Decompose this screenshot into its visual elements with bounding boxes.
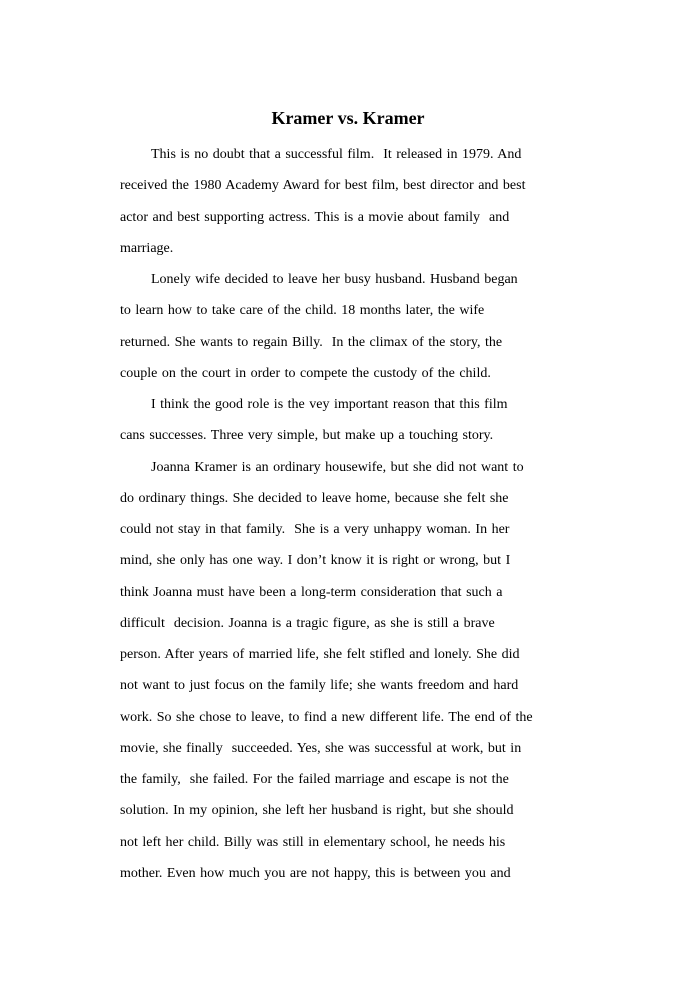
text-line: work. So she chose to leave, to find a new different life. The end of the (120, 709, 533, 725)
text-line: actor and best supporting actress. This is a movie about family and (120, 209, 510, 225)
text-line: difficult decision. Joanna is a tragic figure, as she is still a brave (120, 615, 495, 631)
text-line: I think the good role is the vey important reason that this film (151, 397, 508, 412)
text-line: mind, she only has one way. I don’t know it is right or wrong, but I (120, 553, 511, 569)
text-line: couple on the court in order to compete the custody of the child. (120, 365, 491, 381)
text-line: Lonely wife decided to leave her busy husband. Husband began (151, 272, 518, 287)
text-line: to learn how to take care of the child. 18 months later, the wife (120, 303, 485, 319)
text-line: not left her child. Billy was still in elementary school, he needs his (120, 834, 506, 850)
text-line: received the 1980 Academy Award for best film, best director and best (120, 178, 526, 194)
text-line: could not stay in that family. She is a very unhappy woman. In her (120, 522, 510, 537)
text-line: not want to just focus on the family life; she wants freedom and hard (120, 678, 519, 694)
text-line: the family, she failed. For the failed marriage and escape is not the (120, 772, 509, 787)
text-line: movie, she finally succeeded. Yes, she was successful at work, but in (120, 740, 522, 756)
text-line: think Joanna must have been a long-term consideration that such a (120, 584, 503, 600)
text-line: marriage. (120, 240, 174, 256)
text-line: mother. Even how much you are not happy, this is between you and (120, 865, 511, 881)
text-line: person. After years of married life, she felt stifled and lonely. She did (120, 647, 520, 662)
text-line: solution. In my opinion, she left her husband is right, but she should (120, 803, 514, 819)
text-line: Joanna Kramer is an ordinary housewife, but she did not want to (151, 459, 524, 475)
text-line: This is no doubt that a successful film. It released in 1979. And (151, 147, 522, 162)
text-line: cans successes. Three very simple, but make up a touching story. (120, 428, 494, 444)
document-body (120, 146, 580, 896)
text-line: returned. She wants to regain Billy. In the climax of the story, the (120, 334, 503, 350)
text-line: do ordinary things. She decided to leave home, because she felt she (120, 490, 509, 506)
document-title: Kramer vs. Kramer (271, 108, 425, 128)
